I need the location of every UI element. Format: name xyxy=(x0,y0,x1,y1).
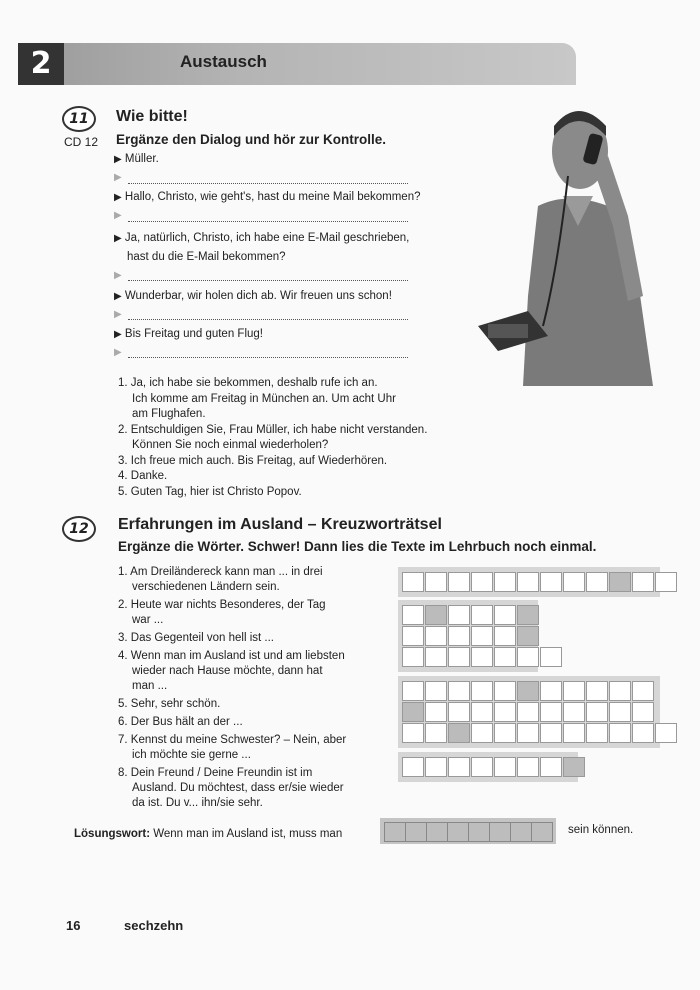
clue: 4. Wenn man im Ausland ist und am liebsten xyxy=(118,650,345,662)
solution-text-before: Wenn man im Ausland ist, muss man xyxy=(153,828,343,840)
solution-cell[interactable] xyxy=(426,822,448,842)
clue-cont: war ... xyxy=(132,614,164,626)
solution-cell[interactable] xyxy=(489,822,511,842)
clue: 2. Heute war nichts Besonderes, der Tag xyxy=(118,599,326,611)
clue: 5. Sehr, sehr schön. xyxy=(118,698,221,710)
dialog-line-3: ▶ Ja, natürlich, Christo, ich habe eine E-Mail geschrieben, xyxy=(114,232,410,244)
gap-arrow-icon: ▶ xyxy=(114,309,122,320)
answer-gap-4[interactable] xyxy=(128,318,408,320)
clue-cont: ich möchte sie gerne ... xyxy=(132,749,251,761)
clue: 8. Dein Freund / Deine Freundin ist im xyxy=(118,767,313,779)
man-on-phone-photo xyxy=(468,96,668,396)
crossword-row-5[interactable] xyxy=(402,681,655,701)
answer-options xyxy=(118,376,478,500)
answer-option-cont: Können Sie noch einmal wiederholen? xyxy=(132,439,329,451)
exercise-12-instruction: Ergänze die Wörter. Schwer! Dann lies die Texte im Lehrbuch noch einmal. xyxy=(118,539,597,554)
clue: 6. Der Bus hält an der ... xyxy=(118,716,243,728)
chapter-title: Austausch xyxy=(180,52,267,71)
crossword-row-8[interactable] xyxy=(402,757,586,777)
gap-arrow-icon: ▶ xyxy=(114,172,122,183)
solution-cell[interactable] xyxy=(384,822,406,842)
exercise-11-badge: 11 xyxy=(62,106,96,132)
exercise-12-badge: 12 xyxy=(62,516,96,542)
solution-cell[interactable] xyxy=(510,822,532,842)
answer-gap-3[interactable] xyxy=(128,279,408,281)
crossword-row-1[interactable] xyxy=(402,572,678,592)
crossword-row-6[interactable] xyxy=(402,702,655,722)
exercise-12-title: Erfahrungen im Ausland – Kreuzworträtsel xyxy=(118,516,442,533)
solution-cell[interactable] xyxy=(447,822,469,842)
dialog-line-5: ▶ Bis Freitag und guten Flug! xyxy=(114,328,263,340)
clue: 1. Am Dreiländereck kann man ... in drei xyxy=(118,566,323,578)
solution-cell[interactable] xyxy=(405,822,427,842)
crossword-row-4[interactable] xyxy=(402,647,563,667)
dialog-line-4: ▶ Wunderbar, wir holen dich ab. Wir freuen uns schon! xyxy=(114,290,392,302)
answer-option: 5. Guten Tag, hier ist Christo Popov. xyxy=(118,485,302,498)
answer-gap-1[interactable] xyxy=(128,182,408,184)
solution-sentence xyxy=(74,828,342,840)
exercise-11-title: Wie bitte! xyxy=(116,108,188,125)
page-number-word: sechzehn xyxy=(124,918,184,933)
gap-arrow-icon: ▶ xyxy=(114,270,122,281)
solution-label: Lösungswort: xyxy=(74,828,151,840)
solution-text-after: sein können. xyxy=(568,824,634,836)
clue-cont: verschiedenen Ländern sein. xyxy=(132,581,280,593)
clue-cont: da ist. Du v... ihn/sie sehr. xyxy=(132,797,263,809)
cd-track-label: CD 12 xyxy=(64,135,99,149)
answer-option: 2. Entschuldigen Sie, Frau Müller, ich habe nicht verstanden. xyxy=(118,423,428,436)
answer-option: 3. Ich freue mich auch. Bis Freitag, auf Wiederhören. xyxy=(118,454,388,467)
gap-arrow-icon: ▶ xyxy=(114,210,122,221)
dialog-line-1: ▶ Müller. xyxy=(114,153,159,165)
clue-cont: Ausland. Du möchtest, dass er/sie wieder xyxy=(132,782,344,794)
clue: 7. Kennst du meine Schwester? – Nein, aber xyxy=(118,734,347,746)
dialog-line-2: ▶ Hallo, Christo, wie geht's, hast du meine Mail bekommen? xyxy=(114,191,421,203)
chapter-header-bar xyxy=(18,43,576,85)
crossword-row-7[interactable] xyxy=(402,723,678,743)
clue-cont: man ... xyxy=(132,680,168,692)
exercise-11-instruction: Ergänze den Dialog und hör zur Kontrolle. xyxy=(116,132,387,147)
answer-gap-5[interactable] xyxy=(128,356,408,358)
answer-option: 4. Danke. xyxy=(118,470,168,482)
answer-option: 1. Ja, ich habe sie bekommen, deshalb rufe ich an. xyxy=(118,377,378,389)
clue-cont: wieder nach Hause möchte, dann hat xyxy=(132,665,323,677)
crossword-clues xyxy=(118,565,388,814)
dialog-line-3-cont: hast du die E-Mail bekommen? xyxy=(127,251,286,263)
crossword-row-2[interactable] xyxy=(402,605,540,625)
crossword-row-3[interactable] xyxy=(402,626,540,646)
answer-option-cont: am Flughafen. xyxy=(132,408,206,420)
solution-cell[interactable] xyxy=(468,822,490,842)
gap-arrow-icon: ▶ xyxy=(114,347,122,358)
chapter-number: 2 xyxy=(18,43,64,85)
solution-cell[interactable] xyxy=(531,822,553,842)
page-number: 16 xyxy=(66,918,81,933)
clue: 3. Das Gegenteil von hell ist ... xyxy=(118,632,274,644)
answer-option-cont: Ich komme am Freitag in München an. Um acht Uhr xyxy=(132,392,396,405)
answer-gap-2[interactable] xyxy=(128,220,408,222)
